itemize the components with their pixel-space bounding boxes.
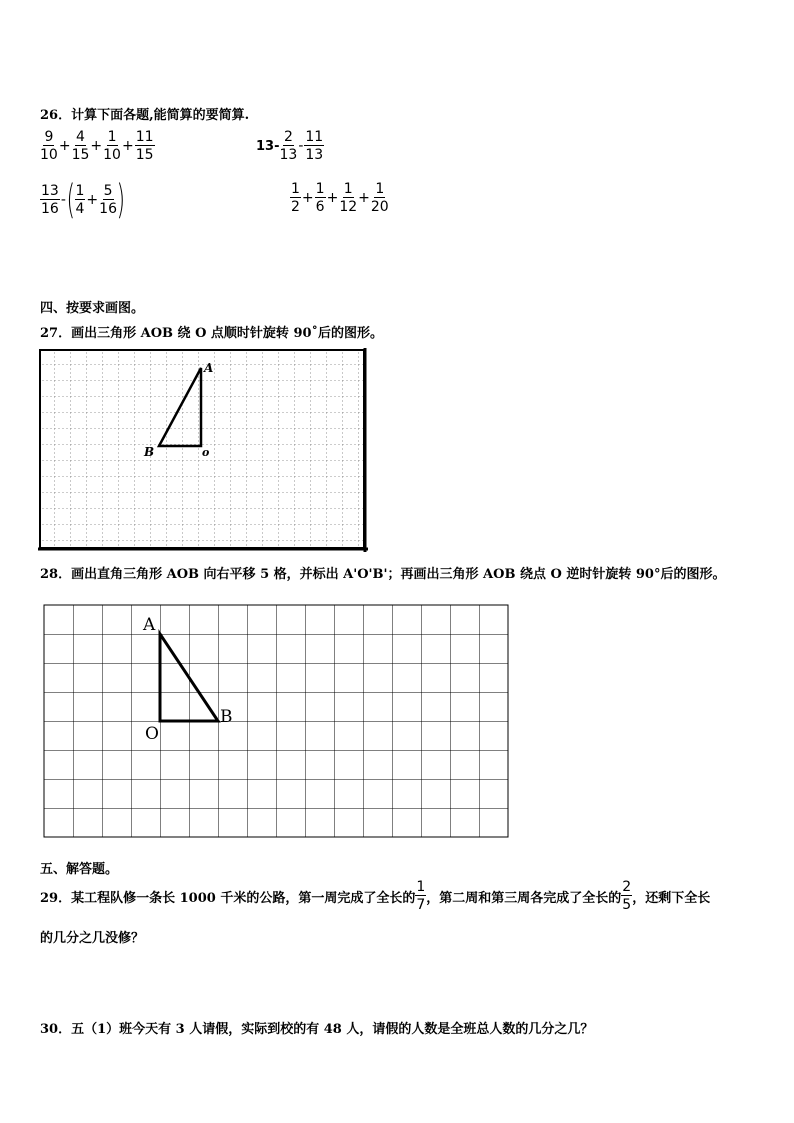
fraction: $\frac{1}{10}$ [103,129,121,163]
fraction: $\frac{1}{4}$ [75,183,85,217]
fraction: $\frac{1}{20}$ [370,181,389,215]
q28-grid-figure [43,604,511,840]
q26-expression-4: $\frac{1}{2}$ + $\frac{1}{6}$ + $\frac{1}{12}$ + $\frac{1}{20}$ [291,181,389,215]
section-5-heading: 五、解答题。 [40,862,119,877]
section-4-heading: 四、按要求画图。 [40,301,145,316]
q28-label-o: O [145,724,159,744]
q26-title: 26．计算下面各题,能简算的要简算. [40,108,250,123]
fraction: $\frac{1}{12}$ [339,181,358,215]
q26-expression-1: $\frac{9}{10}$ + $\frac{4}{15}$ + $\frac{1}{10}$ + $\frac{11}{15}$ [40,129,154,163]
fraction: $\frac{1}{7}$ [416,879,426,913]
fraction: $\frac{5}{16}$ [99,183,117,217]
q26-expression-2: 13- $\frac{2}{13}$ - $\frac{11}{13}$ [256,129,324,163]
fraction: $\frac{9}{10}$ [40,129,58,163]
q27-label-o: o [202,446,210,459]
fraction: $\frac{4}{15}$ [71,129,90,163]
q29-line-1: 29．某工程队修一条长 1000 千米的公路，第一周完成了全长的 $\frac{1}{7}$ ，第二周和第三周各完成了全长的 $\frac{2}{5}$ ，还剩下全长 [40,879,711,913]
fraction: $\frac{1}{2}$ [291,181,300,215]
q29-line-2: 的几分之几没修？ [40,931,145,946]
fraction: $\frac{2}{13}$ [279,129,298,163]
q27-label-b: B [144,445,155,459]
q28-label-b: B [220,707,233,727]
q27-title: 27．画出三角形 AOB 绕 O 点顺时针旋转 90˚后的图形。 [40,326,384,341]
q27-grid-figure [38,348,368,552]
fraction: $\frac{2}{5}$ [622,879,632,913]
fraction: $\frac{13}{16}$ [41,183,59,217]
fraction: $\frac{1}{6}$ [315,181,325,215]
q28-square-grid [44,605,508,837]
q26-expression-3: $\frac{13}{16}$ - ( $\frac{1}{4}$ + $\frac{5}{16}$ ) [41,177,126,223]
q28-title: 28．画出直角三角形 AOB 向右平移 5 格，并标出 A'O'B'；再画出三角形 AOB 绕点 O 逆时针旋转 90°后的图形。 [40,567,726,582]
fraction: $\frac{11}{15}$ [135,129,154,163]
q27-label-a: A [204,361,214,375]
fraction: $\frac{11}{13}$ [305,129,324,163]
q28-label-a: A [143,615,156,635]
q30-text: 30．五（1）班今天有 3 人请假，实际到校的有 48 人，请假的人数是全班总人数的几分之几？ [40,1022,594,1037]
